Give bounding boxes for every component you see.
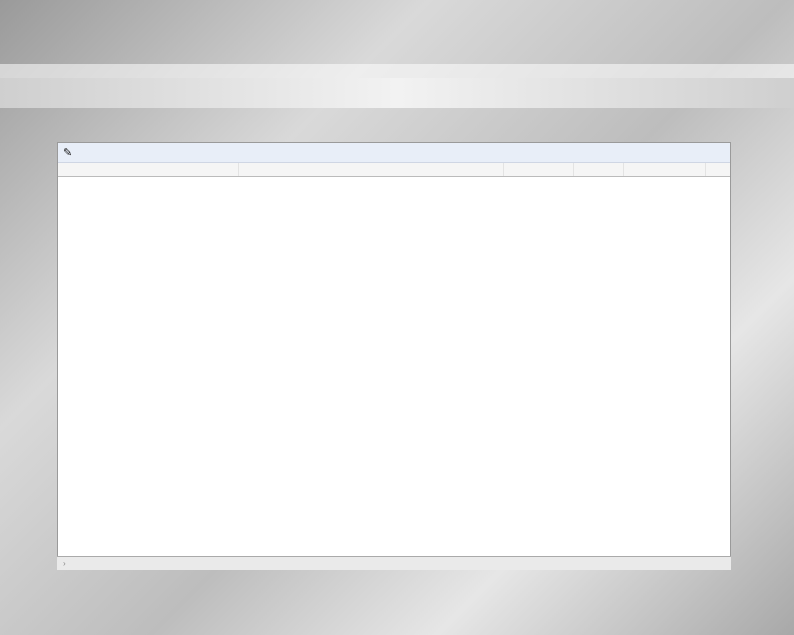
header-employee-1[interactable] <box>624 163 706 176</box>
tab-nav-icon[interactable]: › <box>63 559 66 568</box>
header-task[interactable] <box>58 163 239 176</box>
pen-icon: ✎ <box>63 147 73 159</box>
header-description[interactable] <box>239 163 504 176</box>
spreadsheet[interactable] <box>57 142 731 570</box>
sheet-tabs <box>57 556 731 570</box>
header-responsible[interactable] <box>504 163 574 176</box>
hero-subtitle <box>0 78 794 108</box>
hero-band <box>0 64 794 78</box>
column-header-row <box>58 163 731 177</box>
sheet-title-row <box>58 143 731 163</box>
header-priority[interactable] <box>574 163 624 176</box>
header-employee-2[interactable] <box>706 163 731 176</box>
